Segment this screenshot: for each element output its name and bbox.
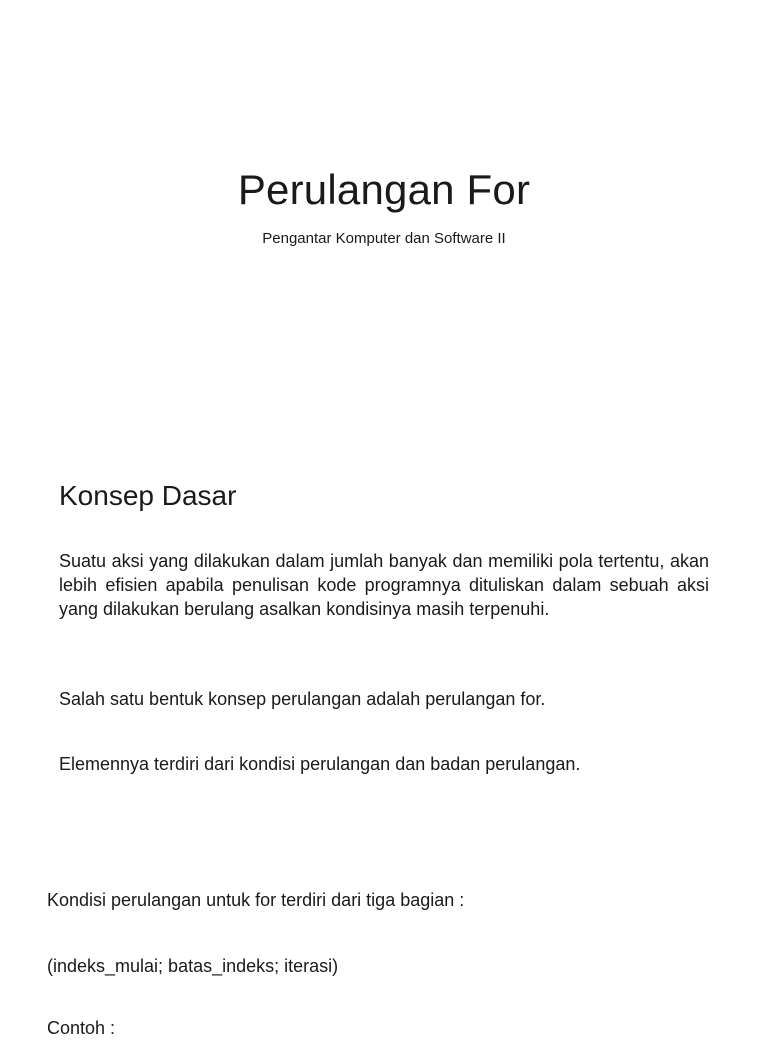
concept-paragraph-3: Elemennya terdiri dari kondisi perulangan dan badan perulangan. — [59, 754, 581, 774]
condition-syntax-text: (indeks_mulai; batas_indeks; iterasi) — [47, 956, 339, 976]
condition-intro-text: Kondisi perulangan untuk for terdiri dari tiga bagian : — [47, 890, 465, 910]
example-label-text: Contoh : — [47, 1018, 116, 1038]
slide-title: Perulangan For — [237, 166, 531, 213]
concept-paragraph-2: Salah satu bentuk konsep perulangan adalah perulangan for. — [59, 689, 546, 709]
concept-paragraph-1: Suatu aksi yang dilakukan dalam jumlah banyak dan memiliki pola tertentu, akan lebih efisien apabila penulisan kode programnya dituliskan dalam sebuah aksi yang dilakukan berulang asalkan kondisinya masih terpenuhi. — [59, 551, 709, 619]
slide-subtitle: Pengantar Komputer dan Software II — [262, 230, 506, 247]
section-heading: Konsep Dasar — [59, 480, 237, 511]
